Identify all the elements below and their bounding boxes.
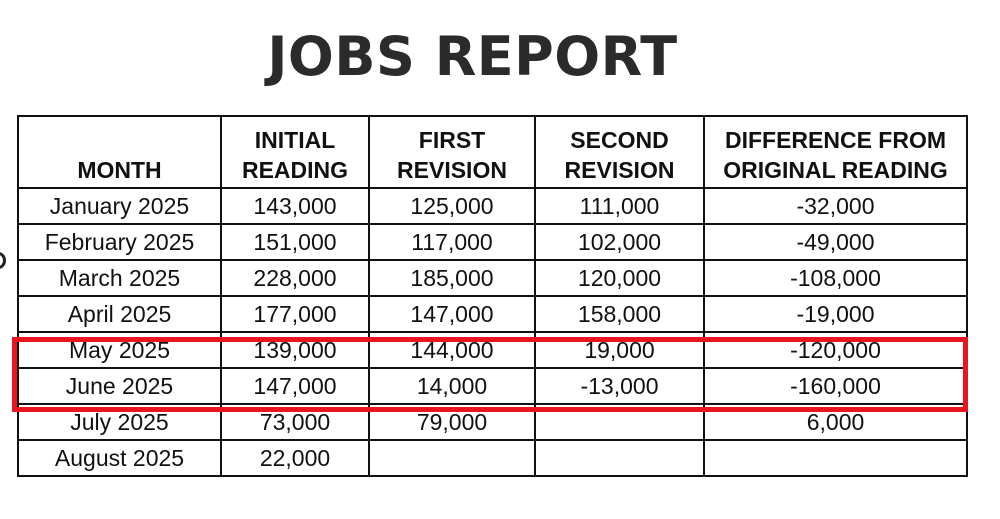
cell-month: January 2025 bbox=[18, 188, 221, 224]
cell-initial: 177,000 bbox=[221, 296, 369, 332]
header-second-line-2: REVISION bbox=[564, 157, 675, 183]
cell-difference bbox=[704, 440, 967, 476]
cell-month: June 2025 bbox=[18, 368, 221, 404]
cell-first-revision: 117,000 bbox=[369, 224, 535, 260]
table-row bbox=[18, 224, 967, 260]
cell-difference: -160,000 bbox=[704, 368, 967, 404]
cell-difference: 6,000 bbox=[704, 404, 967, 440]
cell-second-revision: 120,000 bbox=[535, 260, 704, 296]
cell-initial: 22,000 bbox=[221, 440, 369, 476]
cell-first-revision: 144,000 bbox=[369, 332, 535, 368]
cell-second-revision bbox=[535, 404, 704, 440]
jobs-table bbox=[17, 115, 968, 477]
table-row-highlighted bbox=[18, 332, 967, 368]
cell-difference: -32,000 bbox=[704, 188, 967, 224]
cell-first-revision: 125,000 bbox=[369, 188, 535, 224]
report-title: JOBS REPORT bbox=[267, 25, 678, 88]
cell-difference: -49,000 bbox=[704, 224, 967, 260]
cell-month: May 2025 bbox=[18, 332, 221, 368]
table-row bbox=[18, 440, 967, 476]
cell-month: April 2025 bbox=[18, 296, 221, 332]
cell-first-revision: 185,000 bbox=[369, 260, 535, 296]
table-row bbox=[18, 260, 967, 296]
cell-month: July 2025 bbox=[18, 404, 221, 440]
cell-second-revision: -13,000 bbox=[535, 368, 704, 404]
header-first-line-2: REVISION bbox=[397, 157, 507, 183]
cell-second-revision: 111,000 bbox=[535, 188, 704, 224]
header-row bbox=[18, 116, 967, 188]
cell-second-revision: 158,000 bbox=[535, 296, 704, 332]
cell-second-revision: 102,000 bbox=[535, 224, 704, 260]
cell-first-revision: 79,000 bbox=[369, 404, 535, 440]
cell-first-revision bbox=[369, 440, 535, 476]
header-second-line-1: SECOND bbox=[570, 127, 669, 153]
cell-second-revision: 19,000 bbox=[535, 332, 704, 368]
cell-first-revision: 147,000 bbox=[369, 296, 535, 332]
header-month-text: MONTH bbox=[77, 157, 162, 183]
cell-initial: 151,000 bbox=[221, 224, 369, 260]
cell-first-revision: 14,000 bbox=[369, 368, 535, 404]
header-second-revision bbox=[535, 116, 704, 188]
table-row bbox=[18, 188, 967, 224]
cell-initial: 139,000 bbox=[221, 332, 369, 368]
table-row bbox=[18, 296, 967, 332]
header-initial-reading bbox=[221, 116, 369, 188]
table-row-highlighted bbox=[18, 368, 967, 404]
edge-circle-fragment bbox=[0, 252, 6, 269]
header-month bbox=[18, 116, 221, 188]
cell-initial: 73,000 bbox=[221, 404, 369, 440]
header-difference-line-1: DIFFERENCE FROM bbox=[724, 127, 947, 153]
cell-difference: -108,000 bbox=[704, 260, 967, 296]
cell-initial: 143,000 bbox=[221, 188, 369, 224]
header-difference bbox=[704, 116, 967, 188]
cell-initial: 228,000 bbox=[221, 260, 369, 296]
cell-month: August 2025 bbox=[18, 440, 221, 476]
table-row bbox=[18, 404, 967, 440]
header-first-revision bbox=[369, 116, 535, 188]
header-initial-line-1: INITIAL bbox=[254, 127, 336, 153]
cell-difference: -120,000 bbox=[704, 332, 967, 368]
header-initial-line-2: READING bbox=[241, 157, 349, 183]
cell-second-revision bbox=[535, 440, 704, 476]
header-first-line-1: FIRST bbox=[418, 127, 486, 153]
cell-month: February 2025 bbox=[18, 224, 221, 260]
header-difference-line-2: ORIGINAL READING bbox=[723, 157, 948, 183]
cell-month: March 2025 bbox=[18, 260, 221, 296]
cell-difference: -19,000 bbox=[704, 296, 967, 332]
cell-initial: 147,000 bbox=[221, 368, 369, 404]
